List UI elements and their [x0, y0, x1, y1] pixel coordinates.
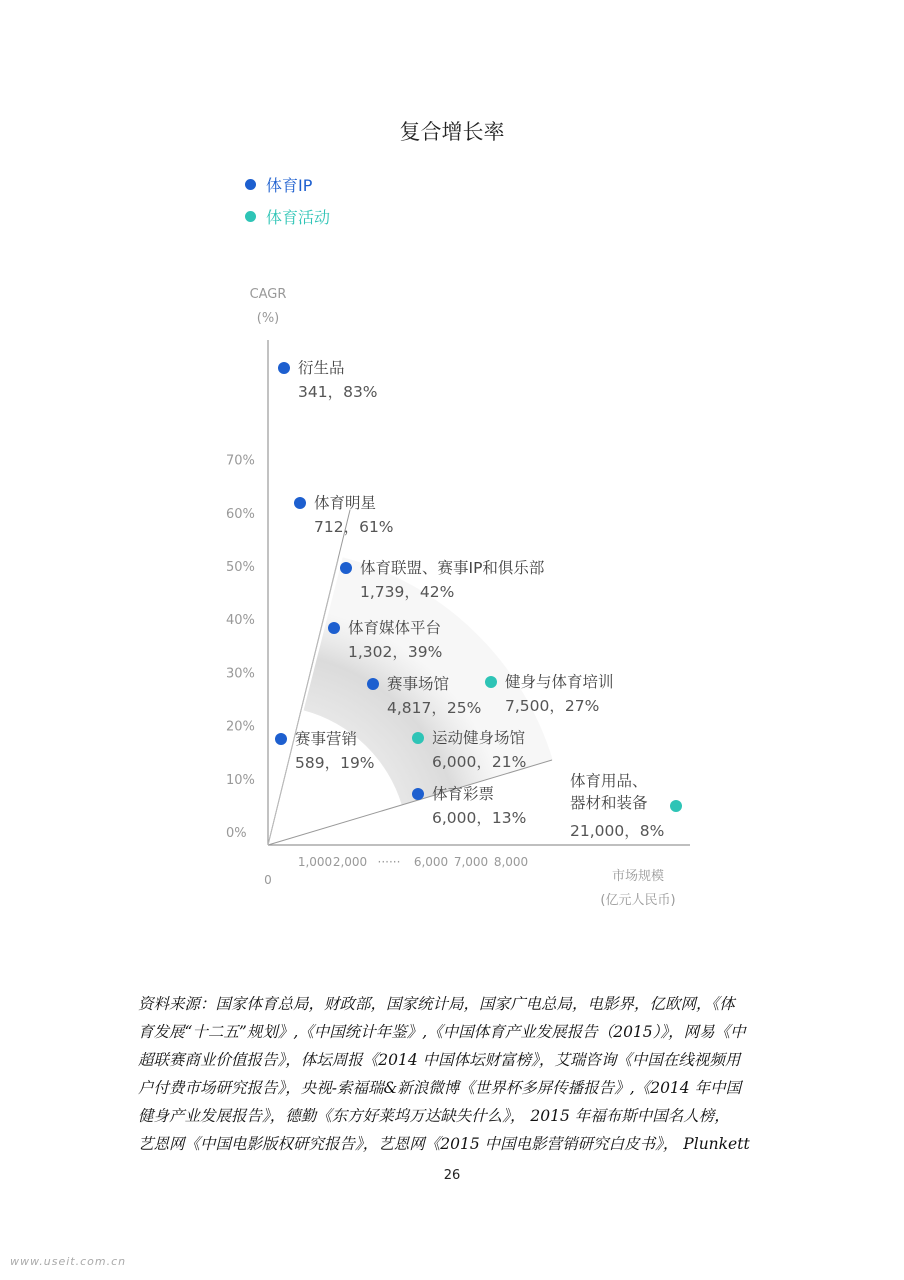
data-point-value: 7,500，27% — [505, 697, 600, 715]
x-axis-unit: (亿元人民币) — [600, 893, 676, 908]
data-point-name: 健身与体育培训 — [505, 673, 614, 691]
data-point-name: 体育媒体平台 — [348, 619, 442, 637]
chart-title: 复合增长率 — [399, 120, 505, 144]
source-line: 健身产业发展报告》，德勤《东方好莱坞万达缺失什么》， 2015 年福布斯中国名人榜， — [138, 1107, 730, 1125]
data-point-value: 6,000，21% — [432, 753, 527, 771]
source-text — [138, 990, 770, 1158]
y-axis-unit: (%) — [256, 311, 280, 326]
data-point-value: 1,739，42% — [360, 583, 455, 601]
data-point-marker — [275, 733, 287, 745]
x-tick-label: 8,000 — [493, 855, 529, 869]
data-point-name: 体育联盟、赛事IP和俱乐部 — [360, 559, 545, 577]
data-point-name: 体育明星 — [314, 494, 377, 512]
data-point-marker — [367, 678, 379, 690]
data-point-marker — [485, 676, 497, 688]
data-point-marker — [670, 800, 682, 812]
data-point-value: 4,817，25% — [387, 699, 482, 717]
data-point-marker — [340, 562, 352, 574]
data-point-value: 1,302，39% — [348, 643, 443, 661]
page-number: 26 — [443, 1168, 461, 1183]
y-tick-label: 40% — [226, 613, 255, 629]
data-point-marker — [278, 362, 290, 374]
data-point — [294, 494, 394, 536]
y-tick-label: 50% — [226, 560, 255, 575]
data-point-name: 赛事营销 — [295, 730, 358, 748]
x-tick-label: 2,000 — [332, 855, 368, 869]
legend-label: 体育IP — [266, 176, 313, 195]
y-tick-label: 0% — [226, 826, 247, 841]
source-line: 超联赛商业价值报告》，体坛周报《2014 中国体坛财富榜》，艾瑞咨询《中国在线视频用 — [138, 1051, 741, 1069]
source-line: 资料来源：国家体育总局，财政部，国家统计局，国家广电总局，电影界，亿欧网，《体 — [138, 995, 735, 1013]
data-point-value: 21,000，8% — [570, 822, 665, 840]
data-point — [278, 359, 378, 401]
legend-label: 体育活动 — [266, 208, 331, 227]
y-tick-label: 20% — [226, 719, 255, 735]
data-point-name: 体育彩票 — [432, 785, 495, 803]
y-tick-label: 30% — [226, 666, 255, 682]
x-tick-label: 6,000 — [413, 855, 449, 869]
data-point-name: 衍生品 — [298, 359, 345, 377]
watermark: www.useit.com.cn — [10, 1255, 127, 1268]
data-point — [570, 772, 682, 840]
data-point-marker — [412, 732, 424, 744]
y-tick-label: 60% — [226, 506, 255, 522]
data-point-marker — [412, 788, 424, 800]
source-line: 户付费市场研究报告》，央视-索福瑞&新浪微博《世界杯多屏传播报告》,《2014 年中国 — [138, 1079, 742, 1097]
data-point-marker — [294, 497, 306, 509]
source-line: 艺恩网《中国电影版权研究报告》，艺恩网《2015 中国电影营销研究白皮书》， Plunkett — [138, 1135, 750, 1153]
y-tick-label: 10% — [226, 772, 255, 788]
data-point-marker — [328, 622, 340, 634]
data-point-name: 运动健身场馆 — [432, 729, 526, 747]
x-axis-title: 市场规模 — [611, 869, 665, 884]
data-point-name: 器材和装备 — [570, 794, 648, 812]
x-tick-label: 1,000 — [297, 855, 333, 869]
data-point-value: 6,000，13% — [432, 809, 527, 827]
y-axis-title: CAGR — [249, 287, 287, 302]
x-tick-label: 0 — [264, 873, 272, 887]
data-point-name: 赛事场馆 — [387, 675, 450, 693]
x-tick-label: 7,000 — [453, 855, 489, 869]
data-point-value: 589，19% — [295, 754, 375, 772]
data-point-value: 712，61% — [314, 518, 394, 536]
data-point-value: 341，83% — [298, 383, 378, 401]
source-line: 育发展“十二五”规划》,《中国统计年鉴》,《中国体育产业发展报告（2015）》，网易《中 — [138, 1023, 746, 1041]
data-point-name: 体育用品、 — [570, 772, 648, 790]
x-tick-label: ······ — [377, 855, 401, 869]
y-tick-label: 70% — [226, 453, 255, 469]
